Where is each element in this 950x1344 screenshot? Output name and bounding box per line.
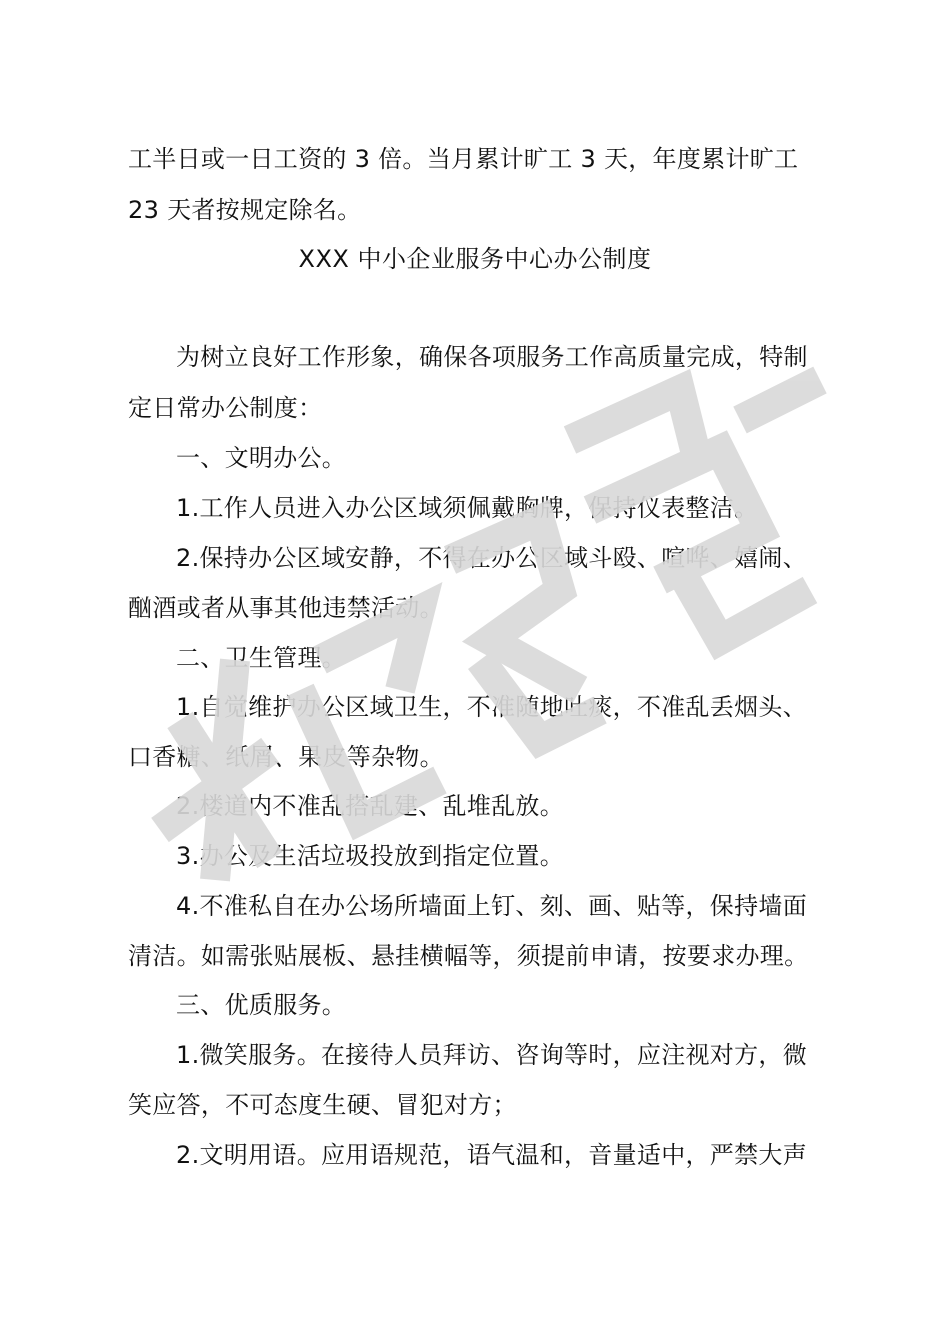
section-heading: 二、卫生管理。	[176, 644, 347, 672]
intro-paragraph-line: 为树立良好工作形象，确保各项服务工作高质量完成，特制	[176, 343, 808, 371]
list-item: 2.保持办公区域安静，不得在办公区域斗殴、喧哗、嬉闹、	[176, 544, 807, 572]
section-heading: 三、优质服务。	[176, 991, 347, 1019]
list-item: 2.楼道内不准乱搭乱建、乱堆乱放。	[176, 792, 564, 820]
list-item: 1.微笑服务。在接待人员拜访、咨询等时，应注视对方，微	[176, 1041, 807, 1069]
list-item: 4.不准私自在办公场所墙面上钉、刻、画、贴等，保持墙面	[176, 892, 807, 920]
body-text-line: 23 天者按规定除名。	[128, 196, 362, 224]
list-item: 1.工作人员进入办公区域须佩戴胸牌，保持仪表整洁。	[176, 494, 759, 522]
list-item: 1.自觉维护办公区域卫生，不准随地吐痰，不准乱丢烟头、	[176, 693, 807, 721]
document-title: XXX 中小企业服务中心办公制度	[298, 245, 652, 273]
list-item-continuation: 口香糖、纸屑、果皮等杂物。	[128, 743, 444, 771]
list-item-continuation: 笑应答，不可态度生硬、冒犯对方；	[128, 1091, 517, 1119]
list-item-continuation: 酗酒或者从事其他违禁活动。	[128, 594, 444, 622]
intro-paragraph-line: 定日常办公制度：	[128, 394, 323, 422]
body-text-line: 工半日或一日工资的 3 倍。当月累计旷工 3 天，年度累计旷工	[128, 145, 799, 173]
list-item: 2.文明用语。应用语规范，语气温和，音量适中，严禁大声	[176, 1141, 807, 1169]
list-item-continuation: 清洁。如需张贴展板、悬挂横幅等，须提前申请，按要求办理。	[128, 942, 809, 970]
section-heading: 一、文明办公。	[176, 444, 347, 472]
list-item: 3.办公及生活垃圾投放到指定位置。	[176, 842, 564, 870]
